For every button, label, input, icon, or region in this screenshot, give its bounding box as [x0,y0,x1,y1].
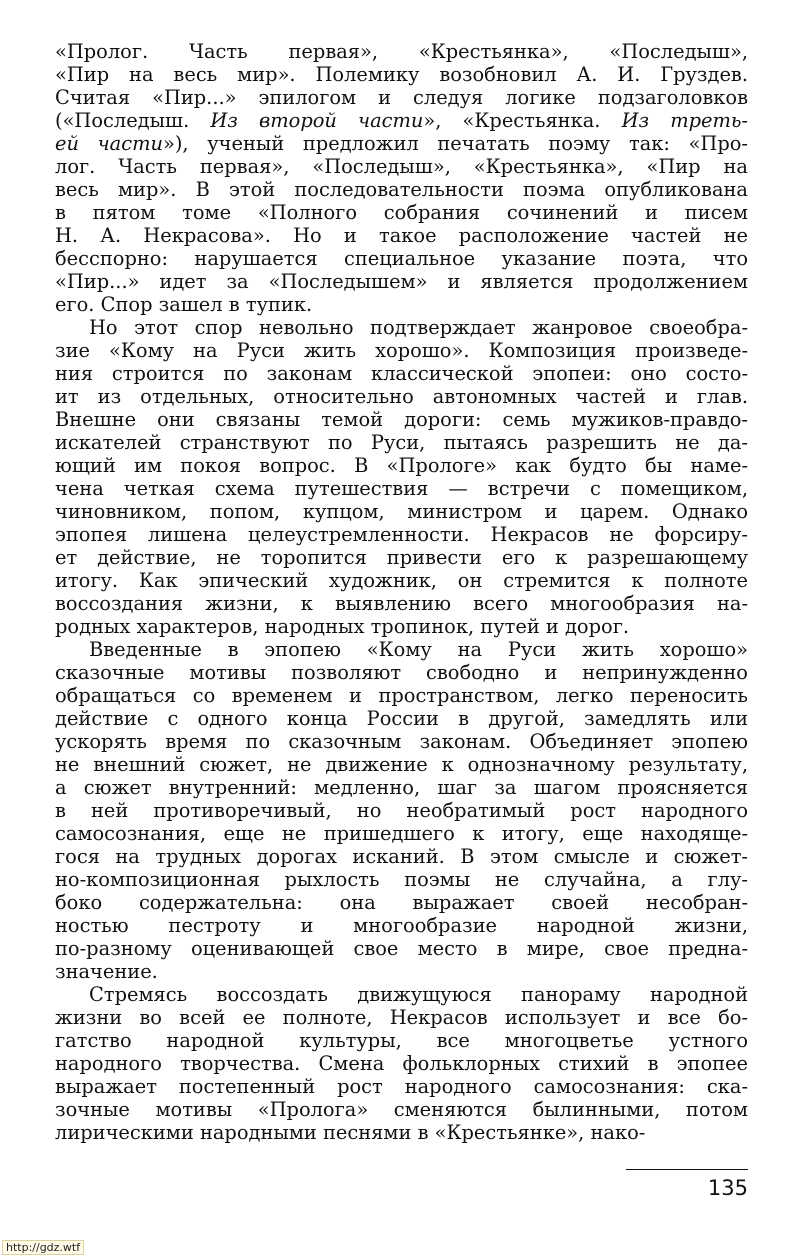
text-span: воссоздания жизни, к выявлению всего многообразия на- [55,592,748,615]
text-span: лирическими народными песнями в «Крестьянке», нако- [55,1121,646,1144]
text-line [55,385,748,408]
text-line [55,914,748,937]
text-line [55,431,748,454]
text-line [55,1052,748,1075]
text-span: выражает постепенный рост народного самосознания: ска- [55,1075,748,1098]
text-span: зочные мотивы «Пролога» сменяются былинными, потом [55,1098,748,1121]
text-span: гатство народной культуры, все многоцветье устного [55,1029,748,1052]
text-span: ит из отдельных, относительно автономных частей и глав. [55,385,748,408]
text-line [55,500,748,523]
text-line [55,822,748,845]
text-span: его. Спор зашел в тупик. [55,293,313,316]
text-span: эпопея лишена целеустремленности. Некрасов не форсиру- [55,523,748,546]
text-line [55,1075,748,1098]
text-span: Но этот спор невольно подтверждает жанровое своеобра- [89,316,748,339]
paragraph [55,638,748,983]
text-line [55,638,748,661]
page-number: 135 [707,1176,748,1200]
text-line [55,224,748,247]
text-line [55,546,748,569]
text-span: »), ученый предложил печатать поэму так: «Про- [162,132,748,155]
text-span: Считая «Пир...» эпилогом и следуя логике подзаголовков [55,86,748,109]
text-span: зие «Кому на Руси жить хорошо». Композиция произведе- [55,339,748,362]
text-line [55,684,748,707]
text-span: чиновником, попом, купцом, министром и царем. Однако [55,500,748,523]
text-line [55,408,748,431]
text-span: самосознания, еще не пришедшего к итогу, еще находяще- [55,822,748,845]
text-span: обращаться со временем и пространством, легко переносить [55,684,748,707]
text-line [55,40,748,63]
text-span: Н. А. Некрасова». Но и такое расположение частей не [55,224,748,247]
text-span: не внешний сюжет, не движение к однозначному результату, [55,753,748,776]
text-line [55,132,748,155]
text-span: бесспорно: нарушается специальное указание поэта, что [55,247,748,270]
paragraph [55,316,748,638]
text-line [55,362,748,385]
text-span: ускорять время по сказочным законам. Объединяет эпопею [55,730,748,753]
text-line [55,1006,748,1029]
text-line [55,891,748,914]
text-span: «Пролог. Часть первая», «Крестьянка», «Последыш», [55,40,748,63]
text-line [55,1029,748,1052]
text-span: весь мир». В этой последовательности поэма опубликована [55,178,748,201]
text-line [55,868,748,891]
text-line [55,937,748,960]
paragraph [55,983,748,1144]
text-line [55,753,748,776]
italic-text: ей части [55,132,163,155]
text-span: «Пир...» идет за «Последышем» и является продолжением [55,270,748,293]
text-line [55,477,748,500]
text-span: итогу. Как эпический художник, он стремится к полноте [55,569,748,592]
text-span: действие с одного конца России в другой, замедлять или [55,707,748,730]
text-line [55,707,748,730]
text-span: », «Крестьянка. [423,109,622,132]
text-span: в пятом томе «Полного собрания сочинений и писем [55,201,748,224]
paragraph [55,40,748,316]
text-line [55,247,748,270]
italic-text: Из треть- [621,109,748,132]
text-line [55,799,748,822]
text-line [55,178,748,201]
text-span: искателей странствуют по Руси, пытаясь разрешить не да- [55,431,748,454]
text-line [55,109,748,132]
text-line [55,1098,748,1121]
text-span: но-композиционная рыхлость поэмы не случайна, а глу- [55,868,748,891]
text-line [55,983,748,1006]
text-span: («Последыш. [55,109,211,132]
page-body [55,40,748,1144]
text-span: родных характеров, народных тропинок, путей и дорог. [55,615,630,638]
text-line [55,1121,748,1144]
text-span: по-разному оценивающей свое место в мире, свое предна- [55,937,748,960]
page-number-rule [626,1169,748,1170]
text-span: ностью пестроту и многообразие народной жизни, [55,914,748,937]
text-span: «Пир на весь мир». Полемику возобновил А. И. Груздев. [55,63,748,86]
text-span: в ней противоречивый, но необратимый рост народного [55,799,748,822]
text-span: Внешне они связаны темой дороги: семь мужиков-правдо- [55,408,748,431]
text-span: народного творчества. Смена фольклорных стихий в эпопее [55,1052,748,1075]
text-span: а сюжет внутренний: медленно, шаг за шагом проясняется [55,776,748,799]
text-line [55,776,748,799]
text-line [55,293,748,316]
text-line [55,155,748,178]
text-line [55,960,748,983]
text-line [55,523,748,546]
text-span: чена четкая схема путешествия — встречи с помещиком, [55,477,748,500]
text-line [55,86,748,109]
text-span: Стремясь воссоздать движущуюся панораму народной [89,983,748,1006]
text-span: Введенные в эпопею «Кому на Руси жить хорошо» [89,638,748,661]
text-line [55,316,748,339]
italic-text: Из второй части [210,109,424,132]
text-span: жизни во всей ее полноте, Некрасов использует и все бо- [55,1006,748,1029]
text-line [55,615,748,638]
text-line [55,270,748,293]
text-line [55,201,748,224]
text-span: ющий им покоя вопрос. В «Прологе» как будто бы наме- [55,454,748,477]
text-line [55,661,748,684]
source-link[interactable]: http://gdz.wtf [2,1240,84,1255]
text-span: ет действие, не торопится привести его к разрешающему [55,546,748,569]
text-line [55,569,748,592]
text-line [55,454,748,477]
text-span: ния строится по законам классической эпопеи: оно состо- [55,362,748,385]
text-line [55,845,748,868]
text-span: значение. [55,960,158,983]
text-line [55,592,748,615]
text-line [55,63,748,86]
text-line [55,730,748,753]
text-span: боко содержательна: она выражает своей несобран- [55,891,748,914]
text-span: сказочные мотивы позволяют свободно и непринужденно [55,661,748,684]
text-line [55,339,748,362]
text-span: лог. Часть первая», «Последыш», «Крестьянка», «Пир на [55,155,748,178]
text-span: гося на трудных дорогах исканий. В этом смысле и сюжет- [55,845,748,868]
